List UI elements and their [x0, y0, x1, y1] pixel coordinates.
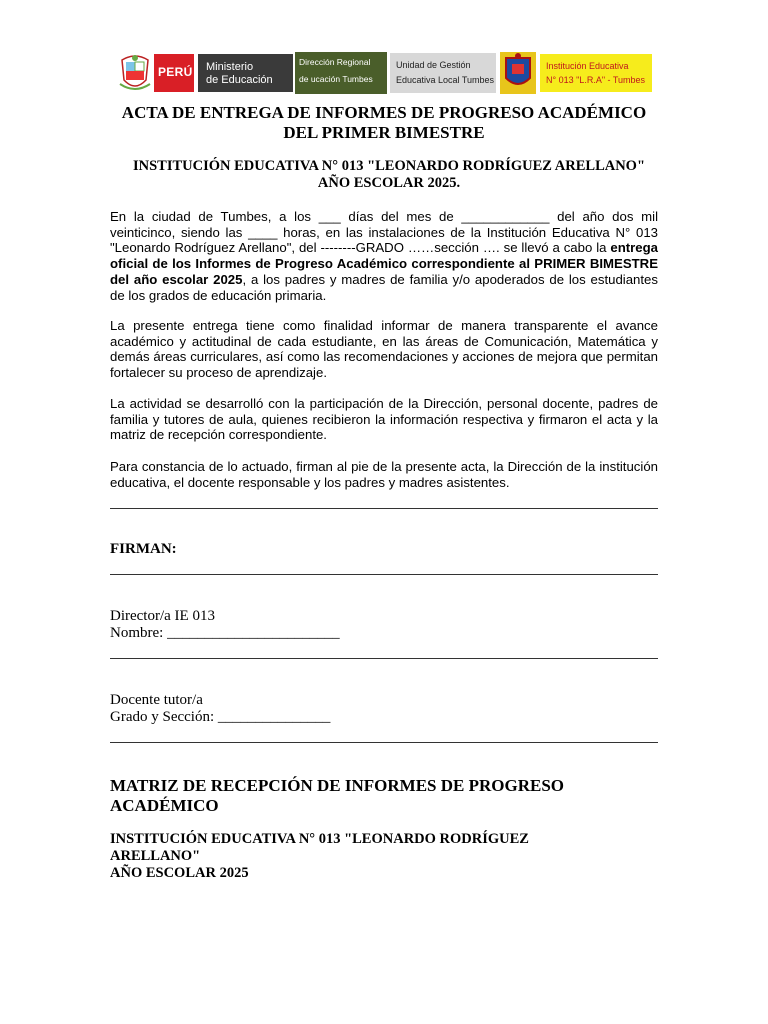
acta-title-line1: ACTA DE ENTREGA DE INFORMES DE PROGRESO ACADÉMICO	[121, 103, 647, 122]
director-signature-block	[110, 608, 340, 642]
paragraph-1-end: , a los padres y madres de familia y/o apoderados de los estudiantes de los grados de educación primaria.	[110, 271, 658, 303]
dre-line2: de ucación Tumbes	[299, 74, 373, 84]
divider-line	[110, 574, 658, 575]
matrix-year-line: AÑO ESCOLAR 2025	[110, 865, 249, 881]
paragraph-1-bold: entrega oficial de los Informes de Progreso Académico correspondiente al PRIMER BIMESTRE del año escolar 2025	[110, 240, 658, 287]
minedu-line1: Ministerio	[206, 61, 254, 73]
acta-title-line2: DEL PRIMER BIMESTRE	[283, 123, 485, 142]
matrix-title-line1: MATRIZ DE RECEPCIÓN DE INFORMES DE PROGRESO	[110, 776, 565, 795]
matrix-title-line2: ACADÉMICO	[110, 796, 219, 815]
acta-institution-heading	[104, 158, 674, 192]
acta-institution-line: INSTITUCIÓN EDUCATIVA N° 013 "LEONARDO RODRÍGUEZ ARELLANO"	[132, 158, 646, 174]
ugel-line1: Unidad de Gestión	[396, 60, 471, 70]
peru-coat-of-arms-icon	[116, 50, 154, 96]
director-label: Director/a IE 013	[110, 608, 215, 624]
paragraph-3: La actividad se desarrolló con la participación de la Dirección, personal docente, padres de familia y tutores de aula, quienes recibieron la información respectiva y firmaron el acta y la matriz de recepción correspondiente.	[110, 396, 658, 443]
dre-line1: Dirección Regional	[299, 57, 371, 67]
matrix-title	[110, 776, 630, 816]
docente-signature-block	[110, 692, 330, 726]
ie-line1: Institución Educativa	[546, 61, 629, 71]
divider-line	[110, 508, 658, 509]
school-crest-icon	[500, 52, 536, 94]
docente-grado-field: Grado y Sección: _______________	[110, 709, 331, 725]
director-name-field: Nombre: _______________________	[110, 625, 340, 641]
acta-title	[104, 103, 664, 143]
paragraph-2: La presente entrega tiene como finalidad informar de manera transparente el avance académico y actitudinal de cada estudiante, en las áreas de Comunicación, Matemática y demás áreas curriculares, así como las recomendaciones y acciones de mejora que permitan fortalecer su proceso de aprendizaje.	[110, 318, 658, 381]
ministerio-educacion-logo	[198, 54, 293, 92]
paragraph-4: Para constancia de lo actuado, firman al pie de la presente acta, la Dirección de la institución educativa, el docente responsable y los padres y madres asistentes.	[110, 459, 658, 490]
matrix-institution-heading	[110, 831, 630, 882]
acta-year-line: AÑO ESCOLAR 2025.	[317, 175, 461, 191]
docente-label: Docente tutor/a	[110, 692, 203, 708]
institucion-educativa-logo	[540, 54, 652, 92]
matrix-institution-line1: INSTITUCIÓN EDUCATIVA N° 013 "LEONARDO RODRÍGUEZ	[110, 831, 529, 847]
matrix-institution-line2: ARELLANO"	[110, 848, 201, 864]
divider-line	[110, 742, 658, 743]
divider-line	[110, 658, 658, 659]
peru-label: PERÚ	[158, 65, 193, 79]
ugel-line2: Educativa Local Tumbes	[396, 75, 495, 85]
ugel-tumbes-logo	[390, 53, 496, 93]
peru-brand-logo	[154, 54, 194, 92]
minedu-line2: de Educación	[206, 74, 273, 86]
firman-label: FIRMAN:	[110, 541, 177, 557]
direccion-regional-logo	[295, 52, 387, 94]
ie-line2: N° 013 "L.R.A" - Tumbes	[546, 75, 646, 85]
paragraph-1	[110, 209, 658, 303]
header-logo-strip	[116, 50, 652, 96]
paragraph-1-start: En la ciudad de Tumbes, a los ___ días del mes de ____________ del año dos mil veinticinco, siendo las ____ horas, en las instalaciones de la Institución Educativa N° 013 "Leonardo Rodríguez Arellano", del --------GRADO ……sección …. se llevó a cabo la	[110, 209, 658, 256]
